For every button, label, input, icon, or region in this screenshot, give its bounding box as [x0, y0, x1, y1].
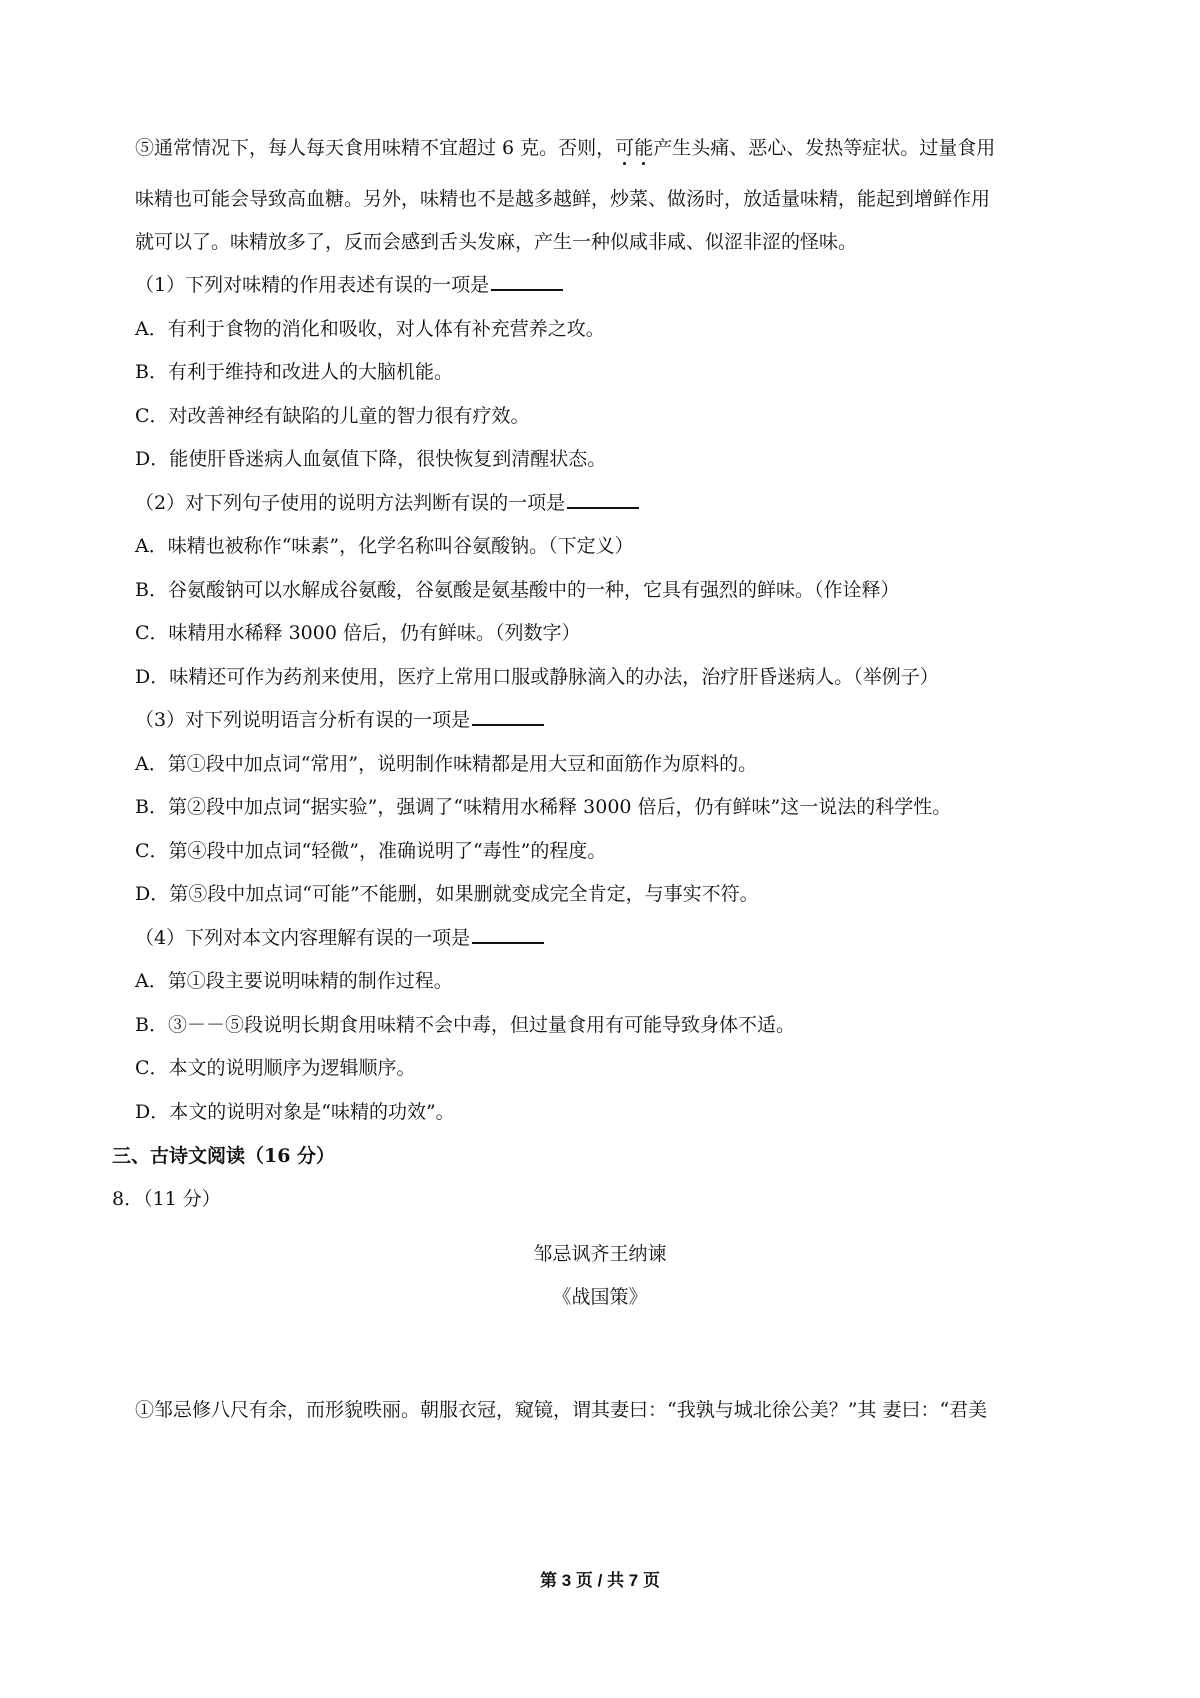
question-1-option-b: B．有利于维持和改进人的大脑机能。 — [135, 361, 453, 383]
poem-source: 《战国策》 — [552, 1286, 648, 1308]
question-2-option-a: A．味精也被称作“味素”，化学名称叫谷氨酸钠。（下定义） — [135, 535, 634, 557]
page-number: 第 3 页 / 共 7 页 — [540, 1571, 660, 1590]
question-1-option-c: C．对改善神经有缺陷的儿童的智力很有疗效。 — [135, 405, 530, 427]
question-3-option-c: C．第④段中加点词“轻微”，准确说明了“毒性”的程度。 — [135, 840, 607, 862]
question-stem-text: （4）下列对本文内容理解有误的一项是 — [135, 927, 471, 949]
classical-text-line1: ①邹忌修八尺有余，而形貌昳丽。朝服衣冠，窥镜，谓其妻曰：“我孰与城北徐公美？”其 妻曰：“君美 — [135, 1399, 988, 1421]
passage-p5-line1 — [135, 133, 995, 163]
question-2-stem — [135, 488, 639, 518]
answer-blank[interactable] — [472, 924, 544, 944]
emphasis-dot-char: 可 — [615, 137, 635, 159]
poem-title: 邹忌讽齐王纳谏 — [533, 1243, 667, 1265]
question-4-option-d: D．本文的说明对象是“味精的功效”。 — [135, 1101, 455, 1123]
question-2-option-d: D．味精还可作为药剂来使用，医疗上常用口服或静脉滴入的办法，治疗肝昏迷病人。（举例子） — [135, 666, 939, 688]
passage-p5-line2: 味精也可能会导致高血糖。另外，味精也不是越多越鲜，炒菜、做汤时，放适量味精，能起到增鲜作用 — [135, 188, 991, 210]
question-3-stem — [135, 705, 544, 735]
question-4-stem — [135, 923, 544, 953]
question-4-option-a: A．第①段主要说明味精的制作过程。 — [135, 970, 453, 992]
answer-blank[interactable] — [491, 271, 563, 291]
answer-blank[interactable] — [567, 489, 639, 509]
question-stem-text: （3）对下列说明语言分析有误的一项是 — [135, 709, 471, 731]
passage-p5-line3: 就可以了。味精放多了，反而会感到舌头发麻，产生一种似咸非咸、似涩非涩的怪味。 — [135, 231, 858, 253]
question-3-option-d: D．第⑤段中加点词“可能”不能删，如果删就变成完全肯定，与事实不符。 — [135, 883, 759, 905]
question-8-label: 8．（11 分） — [112, 1188, 221, 1210]
question-3-option-b: B．第②段中加点词“据实验”，强调了“味精用水稀释 3000 倍后，仍有鲜味”这一说法的科学性。 — [135, 796, 952, 818]
question-1-option-a: A．有利于食物的消化和吸收，对人体有补充营养之攻。 — [135, 318, 605, 340]
question-2-option-c: C．味精用水稀释 3000 倍后，仍有鲜味。（列数字） — [135, 622, 581, 644]
passage-text: 产生头痛、恶心、发热等症状。过量食用 — [653, 137, 996, 159]
emphasis-dot-char: 能 — [634, 137, 654, 159]
question-1-option-d: D．能使肝昏迷病人血氨值下降，很快恢复到清醒状态。 — [135, 448, 607, 470]
passage-text: ⑤通常情况下，每人每天食用味精不宜超过 6 克。否则， — [135, 137, 616, 159]
answer-blank[interactable] — [472, 706, 544, 726]
question-1-stem — [135, 270, 563, 300]
section-heading: 三、古诗文阅读（16 分） — [112, 1145, 336, 1167]
question-2-option-b: B．谷氨酸钠可以水解成谷氨酸，谷氨酸是氨基酸中的一种，它具有强烈的鲜味。（作诠释） — [135, 579, 900, 601]
question-stem-text: （2）对下列句子使用的说明方法判断有误的一项是 — [135, 492, 566, 514]
question-stem-text: （1）下列对味精的作用表述有误的一项是 — [135, 274, 490, 296]
question-4-option-b: B．③－－⑤段说明长期食用味精不会中毒，但过量食用有可能导致身体不适。 — [135, 1014, 795, 1036]
question-4-option-c: C．本文的说明顺序为逻辑顺序。 — [135, 1057, 416, 1079]
question-3-option-a: A．第①段中加点词“常用”，说明制作味精都是用大豆和面筋作为原料的。 — [135, 753, 758, 775]
